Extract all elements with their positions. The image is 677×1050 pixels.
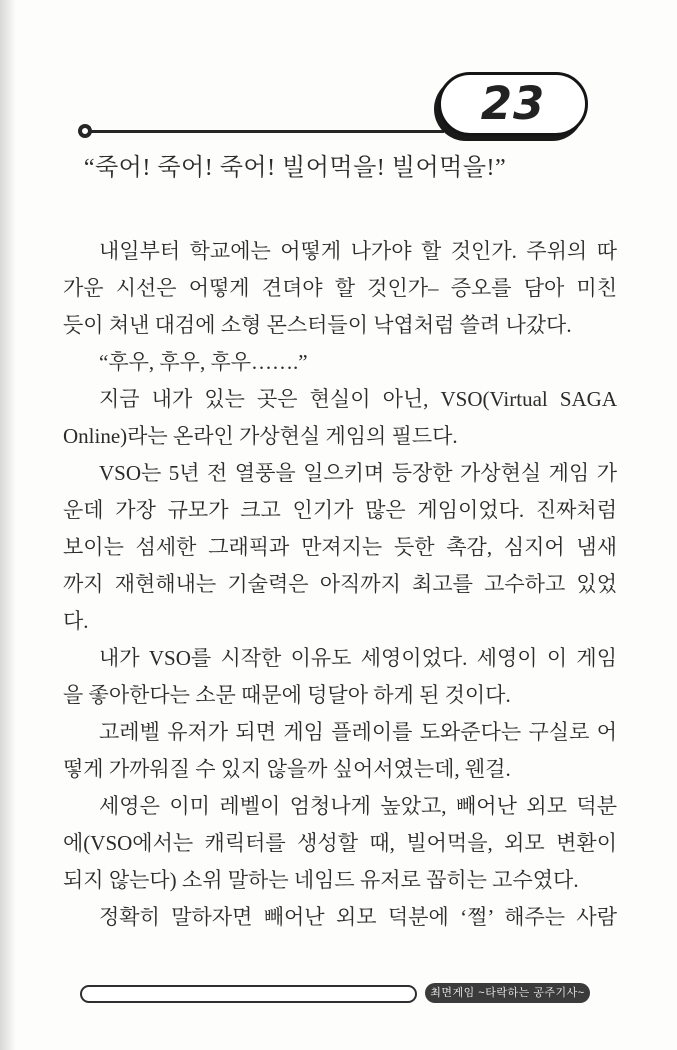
body-line: 다.	[63, 609, 89, 633]
body-line: 에(VSO에서는 캐릭터를 생성할 때, 빌어먹을, 외모 변환이	[63, 831, 617, 855]
body-line: 내가 VSO를 시작한 이유도 세영이었다. 세영이 이 게임	[99, 646, 617, 670]
body-line: VSO는 5년 전 열풍을 일으키며 등장한 가상현실 게임 가	[99, 461, 617, 485]
body-line: 되지 않는다) 소위 말하는 네임드 유저로 꼽히는 고수였다.	[63, 868, 579, 892]
chapter-number: 23	[480, 76, 546, 130]
body-line: 내일부터 학교에는 어떻게 나가야 할 것인가. 주위의 따	[99, 239, 617, 263]
series-title: 최면게임 ~타락하는 공주기사~	[430, 986, 585, 999]
body-line: 세영은 이미 레벨이 엄청나게 높았고, 빼어난 외모 덕분	[99, 794, 617, 818]
body-line: Online)라는 온라인 가상현실 게임의 필드다.	[63, 424, 458, 448]
footer-series-badge	[425, 983, 590, 1003]
body-line: “후우, 후우, 후우…….”	[99, 350, 308, 374]
chapter-number-badge	[438, 72, 588, 136]
body-line: 을 좋아한다는 소문 때문에 덩달아 하게 된 것이다.	[63, 683, 511, 707]
chapter-rule-line	[88, 130, 444, 133]
body-line: 고레벨 유저가 되면 게임 플레이를 도와준다는 구실로 어	[99, 720, 617, 744]
scan-edge-shadow	[0, 0, 16, 1050]
body-line: 운데 가장 규모가 크고 인기가 많은 게임이었다. 진짜처럼	[63, 498, 617, 522]
body-line: 보이는 섬세한 그래픽과 만져지는 듯한 촉감, 심지어 냄새	[63, 535, 617, 559]
chapter-heading: “죽어! 죽어! 죽어! 빌어먹을! 빌어먹을!”	[83, 155, 507, 181]
body-line: 까지 재현해내는 기술력은 아직까지 최고를 고수하고 있었	[63, 572, 617, 596]
body-text	[63, 233, 617, 936]
body-line: 떻게 가까워질 수 있지 않을까 싶어서였는데, 웬걸.	[63, 757, 511, 781]
body-line: 듯이 쳐낸 대검에 소형 몬스터들이 낙엽처럼 쓸려 나갔다.	[63, 313, 572, 337]
body-line: 가운 시선은 어떻게 견뎌야 할 것인가– 증오를 담아 미친	[63, 276, 617, 300]
footer-page-pill	[80, 985, 417, 1003]
body-line: 정확히 말하자면 빼어난 외모 덕분에 ‘쩔’ 해주는 사람	[99, 905, 617, 929]
body-line: 지금 내가 있는 곳은 현실이 아닌, VSO(Virtual SAGA	[99, 387, 617, 411]
